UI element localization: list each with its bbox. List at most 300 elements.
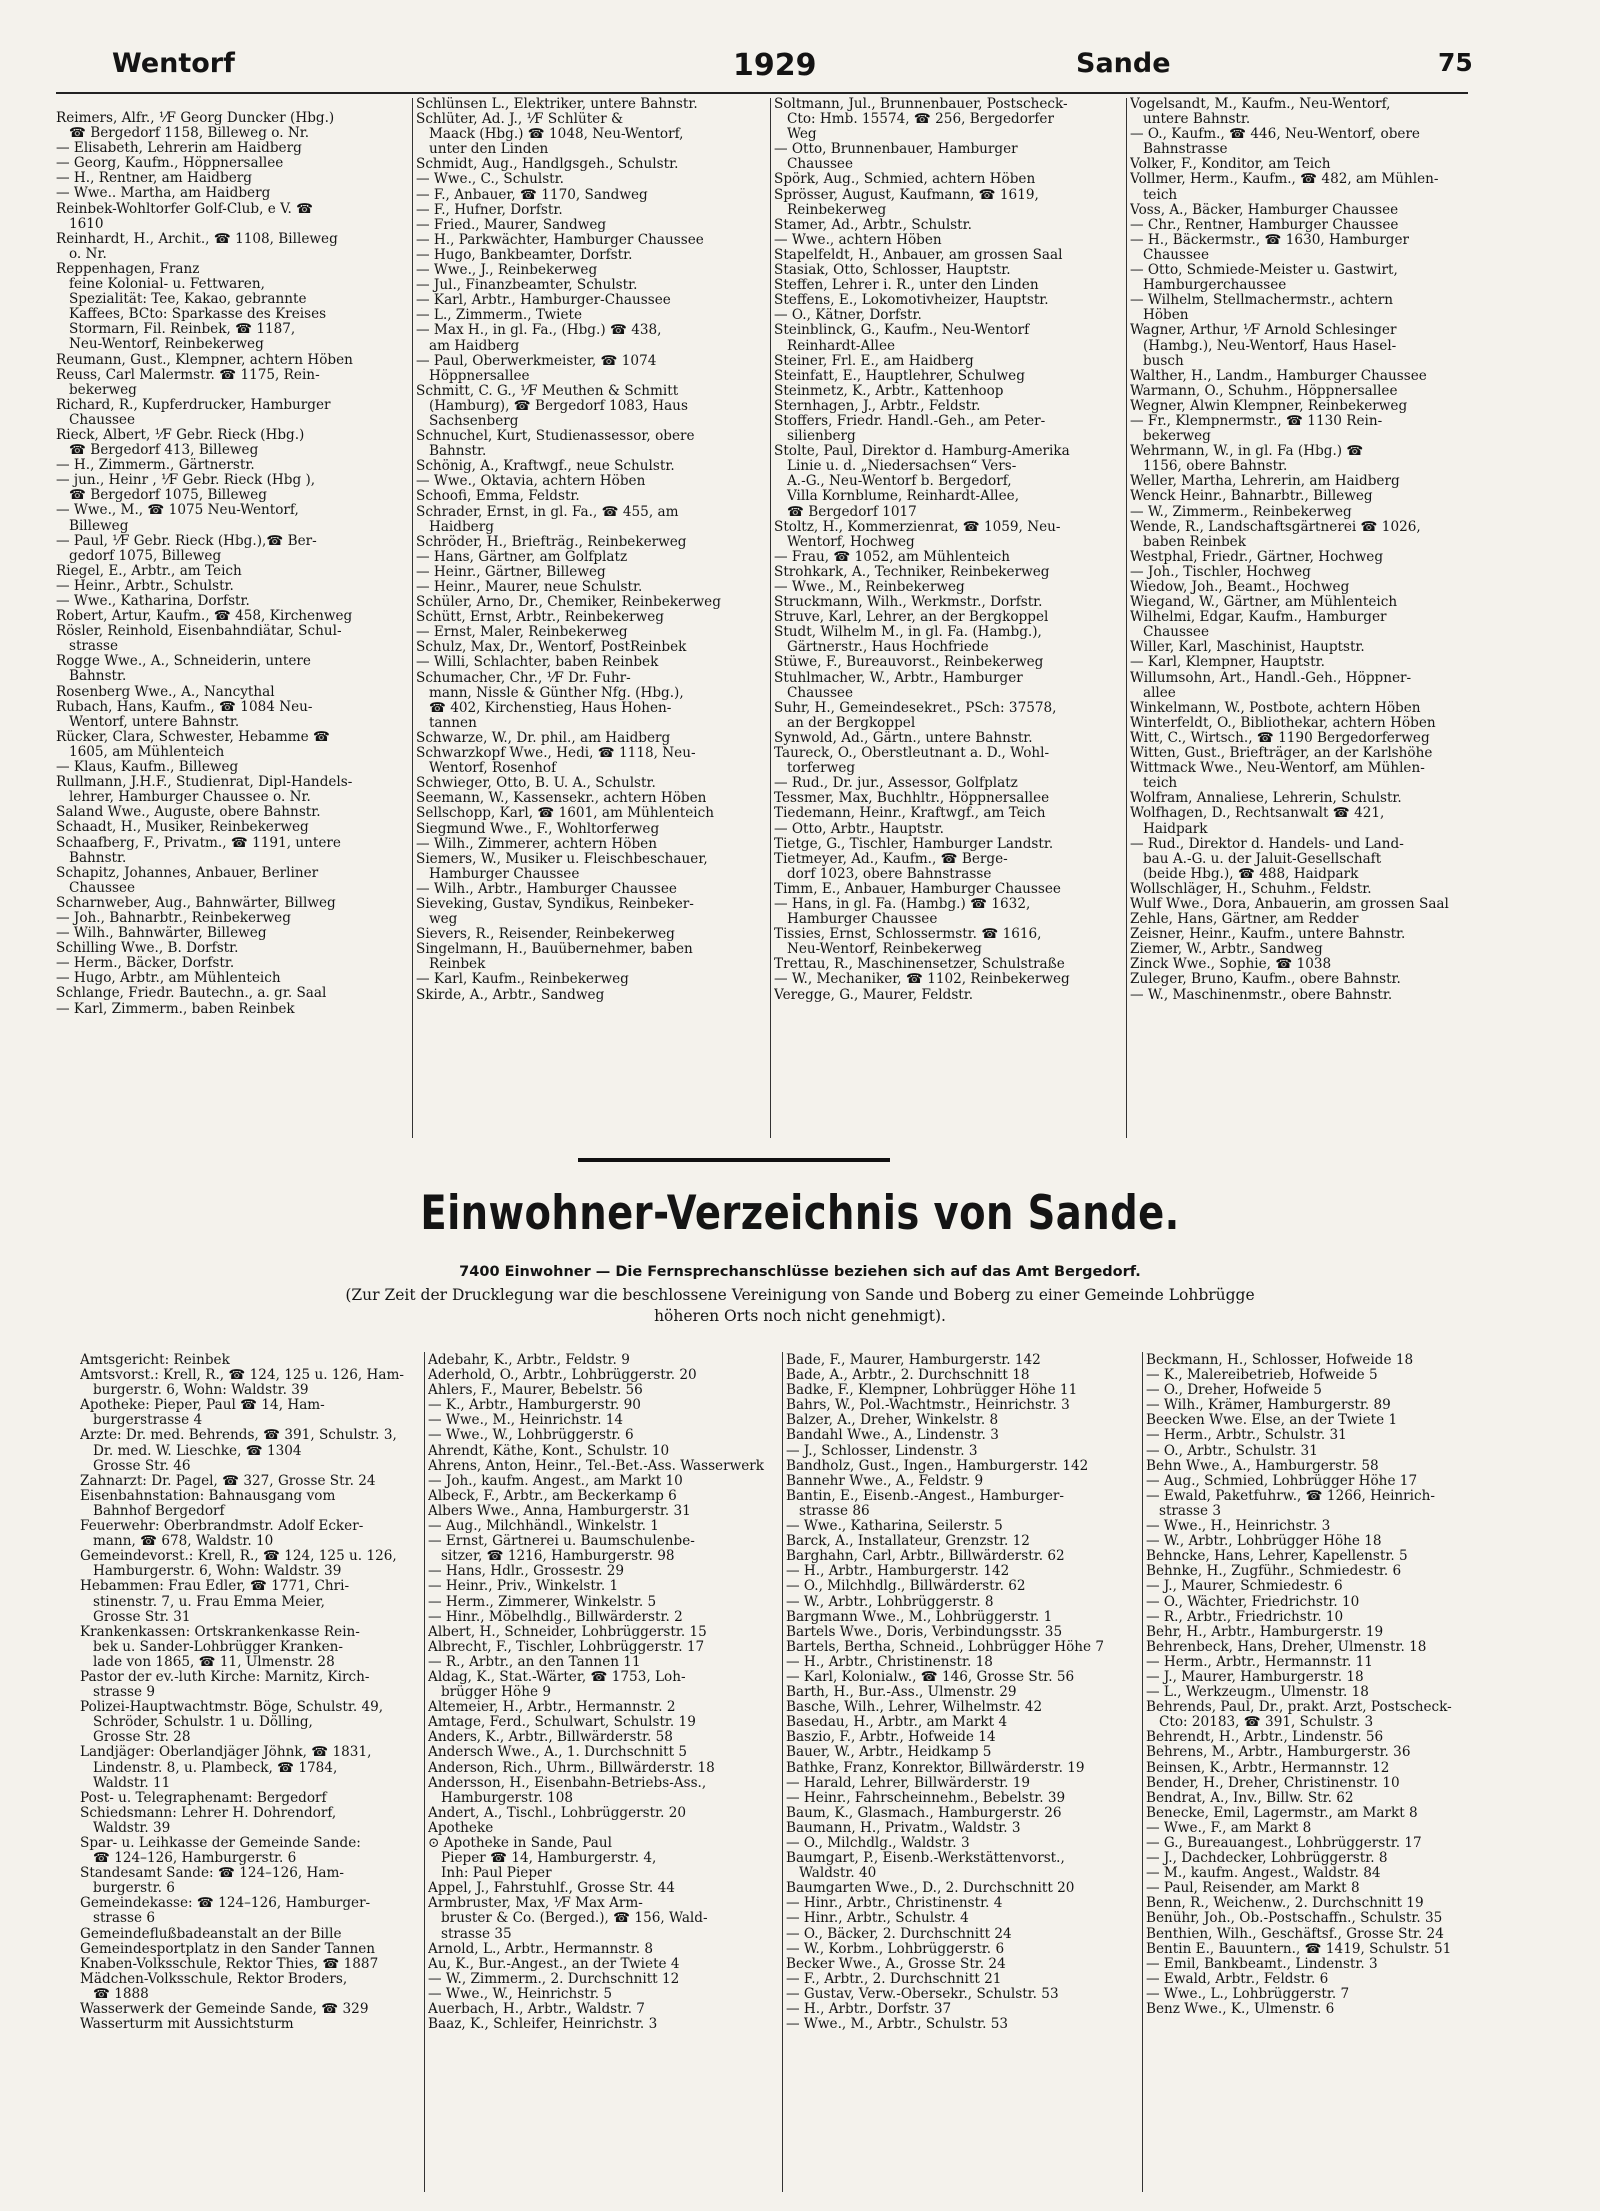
bottom-column-2 [428, 1353, 782, 2032]
directory-entry-line: — W., Zimmerm., 2. Durchschnitt 12 [428, 1971, 680, 1987]
directory-entry-line: Tissies, Ernst, Schlossermstr. ☎ 1616, [774, 927, 1042, 943]
directory-entry-line: Haidberg [416, 519, 494, 535]
directory-entry-line: — Max H., in gl. Fa., (Hbg.) ☎ 438, [416, 323, 662, 339]
directory-entry-line: 1605, am Mühlenteich [56, 744, 225, 760]
directory-entry-line: Wentorf, Rosenhof [416, 761, 557, 777]
section-subtitle: 7400 Einwohner — Die Fernsprechanschlüsse beziehen sich auf das Amt Bergedorf. [459, 1264, 1141, 1280]
directory-entry-line: Baaz, K., Schleifer, Heinrichstr. 3 [428, 2017, 658, 2033]
directory-entry-line: Höben [1130, 308, 1189, 324]
directory-entry-line: — F., Hufner, Dorfstr. [416, 202, 563, 218]
directory-entry-line: — F., Anbauer, ☎ 1170, Sandweg [416, 187, 648, 203]
directory-entry-line: Vogelsandt, M., Kaufm., Neu-Wentorf, [1130, 97, 1391, 112]
directory-entry-line: Andersch Wwe., A., 1. Durchschnitt 5 [428, 1745, 688, 1761]
directory-entry-line: Reppenhagen, Franz [56, 261, 200, 277]
directory-entry-line: — Heinr., Maurer, neue Schulstr. [416, 580, 643, 595]
directory-entry-line: strasse 6 [80, 1911, 155, 1927]
directory-entry-line: Bendrat, A., Inv., Billw. Str. 62 [1146, 1790, 1354, 1806]
directory-entry-line: — Joh., kaufm. Angest., am Markt 10 [428, 1473, 683, 1489]
directory-entry-line: — W., Arbtr., Lohbrügger Höhe 18 [1146, 1534, 1382, 1550]
directory-entry-line: Spar- u. Leihkasse der Gemeinde Sande: [80, 1836, 361, 1851]
directory-entry-line: Schüler, Arno, Dr., Chemiker, Reinbekerweg [416, 595, 721, 611]
directory-entry-line: — Wilh., Bahnwärter, Billeweg [56, 926, 267, 942]
directory-entry-line: Bandholz, Gust., Ingen., Hamburgerstr. 142 [786, 1458, 1089, 1474]
directory-entry-line: — H., Bäckermstr., ☎ 1630, Hamburger [1130, 232, 1410, 248]
directory-entry-line: Benühr, Joh., Ob.-Postschaffn., Schulstr. 35 [1146, 1911, 1443, 1927]
directory-entry-line: — Heinr., Arbtr., Schulstr. [56, 578, 234, 594]
directory-entry-line: Hamburgerchaussee [1130, 278, 1287, 294]
directory-entry-line: Stasiak, Otto, Schlosser, Hauptstr. [774, 263, 1011, 279]
directory-entry-line: Hebammen: Frau Edler, ☎ 1771, Chri- [80, 1579, 350, 1595]
directory-entry-line: — Wwe., L., Lohbrüggerstr. 7 [1146, 1986, 1350, 2002]
directory-entry-line: — M., kaufm. Angest., Waldstr. 84 [1146, 1866, 1381, 1882]
directory-entry-line: — Wwe., M., Reinbekerweg [774, 580, 965, 595]
directory-entry-line: — Wwe., W., Lohbrüggerstr. 6 [428, 1428, 634, 1444]
directory-entry-line: Chaussee [56, 412, 136, 428]
directory-entry-line: — H., Zimmerm., Gärtnerstr. [56, 458, 255, 474]
directory-entry-line: Willer, Karl, Maschinist, Hauptstr. [1130, 640, 1365, 656]
directory-entry-line: Polizei-Hauptwachtmstr. Böge, Schulstr. 49, [80, 1700, 384, 1716]
directory-entry-line: Grosse Str. 28 [80, 1730, 191, 1746]
directory-entry-line: gedorf 1075, Billeweg [56, 548, 222, 564]
directory-entry-line: Reuss, Carl Malermstr. ☎ 1175, Rein- [56, 367, 320, 383]
directory-entry-line: Gärtnerstr., Haus Hochfriede [774, 640, 989, 656]
directory-entry-line: — Karl, Zimmerm., baben Reinbek [56, 1001, 295, 1017]
directory-entry-line: bek u. Sander-Lohbrügger Kranken- [80, 1639, 344, 1655]
directory-entry-line: teich [1130, 187, 1178, 203]
directory-entry-line: Eisenbahnstation: Bahnausgang vom [80, 1488, 336, 1504]
directory-entry-line: ☎ Bergedorf 1075, Billeweg [56, 488, 267, 504]
directory-entry-line: ☎ 124–126, Hamburgerstr. 6 [80, 1851, 297, 1867]
directory-entry-line: silienberg [774, 429, 856, 445]
directory-entry-line: Ziemer, W., Arbtr., Sandweg [1130, 942, 1323, 958]
directory-entry-line: Zuleger, Bruno, Kaufm., obere Bahnstr. [1130, 972, 1401, 988]
directory-entry-line: strasse 9 [80, 1685, 155, 1701]
bottom-column-1 [80, 1353, 418, 2032]
directory-entry-line: Richard, R., Kupferdrucker, Hamburger [56, 397, 331, 413]
directory-entry-line: — Otto, Schmiede-Meister u. Gastwirt, [1130, 263, 1398, 279]
directory-entry-line: Weller, Martha, Lehrerin, am Haidberg [1130, 474, 1400, 490]
directory-entry-line: Stüwe, F., Bureauvorst., Reinbekerweg [774, 655, 1044, 671]
directory-entry-line: Bahrs, W., Pol.-Wachtmstr., Heinrichstr. 3 [786, 1398, 1070, 1414]
directory-entry-line: Schwarzkopf Wwe., Hedi, ☎ 1118, Neu- [416, 746, 696, 762]
directory-entry-line: Steinblinck, G., Kaufm., Neu-Wentorf [774, 323, 1030, 339]
directory-entry-line: burgerstr. 6 [80, 1881, 175, 1897]
directory-entry-line: bau A.-G. u. der Jaluit-Gesellschaft [1130, 851, 1382, 867]
directory-entry-line: Bargmann Wwe., M., Lohbrüggerstr. 1 [786, 1609, 1053, 1625]
directory-entry-line: Behr, H., Arbtr., Hamburgerstr. 19 [1146, 1624, 1384, 1640]
directory-entry-line: Suhr, H., Gemeindesekret., PSch: 37578, [774, 700, 1057, 716]
section-divider-bar [578, 1158, 890, 1162]
column-divider [424, 1352, 425, 2192]
directory-entry-line: Wittmack Wwe., Neu-Wentorf, am Mühlen- [1130, 761, 1425, 777]
directory-entry-line: — Paul, Reisender, am Markt 8 [1146, 1881, 1360, 1897]
directory-entry-line: Witten, Gust., Briefträger, an der Karlshöhe [1130, 746, 1433, 762]
directory-entry-line: Schnuchel, Kurt, Studienassessor, obere [416, 429, 695, 445]
directory-entry-line: weg [416, 912, 458, 928]
directory-entry-line: — Ernst, Maler, Reinbekerweg [416, 625, 628, 641]
directory-entry-line: Neu-Wentorf, Reinbekerweg [56, 337, 264, 353]
directory-entry-line: Schilling Wwe., B. Dorfstr. [56, 941, 239, 957]
directory-entry-line: Landjäger: Oberlandjäger Jöhnk, ☎ 1831, [80, 1745, 372, 1761]
top-column-4 [1130, 97, 1468, 1003]
directory-entry-line: Armbruster, Max, ⅟F Max Arm- [428, 1896, 643, 1912]
directory-entry-line: Chaussee [56, 880, 136, 896]
directory-entry-line: — Karl, Kaufm., Reinbekerweg [416, 972, 629, 988]
directory-entry-line: burgerstr. 6, Wohn: Waldstr. 39 [80, 1383, 309, 1399]
directory-entry-line: — K., Arbtr., Hamburgerstr. 90 [428, 1398, 641, 1414]
bottom-column-3 [786, 1353, 1140, 2032]
directory-entry-line: — Wilhelm, Stellmachermstr., achtern [1130, 293, 1393, 309]
directory-entry-line: Anderson, Rich., Uhrm., Billwärderstr. 18 [428, 1760, 715, 1776]
directory-entry-line: baben Reinbek [1130, 534, 1246, 550]
directory-entry-line: Bahnstrasse [1130, 142, 1228, 158]
directory-entry-line: Wolfhagen, D., Rechtsanwalt ☎ 421, [1130, 806, 1385, 822]
directory-entry-line: unter den Linden [416, 142, 549, 158]
directory-entry-line: Schütt, Ernst, Arbtr., Reinbekerweg [416, 610, 664, 626]
directory-entry-line: — Heinr., Priv., Winkelstr. 1 [428, 1579, 619, 1595]
directory-entry-line: Basche, Wilh., Lehrer, Wilhelmstr. 42 [786, 1700, 1043, 1716]
directory-entry-line: mann, Nissle & Günther Nfg. (Hbg.), [416, 685, 684, 701]
directory-entry-line: Steiner, Frl. E., am Haidberg [774, 353, 974, 369]
directory-entry-line: Schlünsen L., Elektriker, untere Bahnstr. [416, 97, 698, 112]
directory-entry-line: Appel, J., Fahrstuhlf., Grosse Str. 44 [428, 1881, 675, 1897]
directory-entry-line: Warmann, O., Schuhm., Höppnersallee [1130, 383, 1398, 399]
directory-entry-line: Baumann, H., Privatm., Waldstr. 3 [786, 1820, 1021, 1836]
directory-entry-line: Spezialität: Tee, Kakao, gebrannte [56, 292, 307, 308]
directory-entry-line: Bender, H., Dreher, Christinenstr. 10 [1146, 1775, 1400, 1791]
directory-entry-line: Schapitz, Johannes, Anbauer, Berliner [56, 865, 319, 881]
directory-entry-line: Grosse Str. 46 [80, 1458, 191, 1474]
directory-entry-line: — Paul, ⅟F Gebr. Rieck (Hbg.),☎ Ber- [56, 533, 317, 549]
directory-entry-line: Balzer, A., Dreher, Winkelstr. 8 [786, 1413, 999, 1429]
directory-entry-line: — Herm., Bäcker, Dorfstr. [56, 956, 235, 972]
directory-entry-line: — L., Zimmerm., Twiete [416, 308, 582, 324]
directory-entry-line: Waldstr. 40 [786, 1866, 877, 1882]
directory-entry-line: Beinsen, K., Arbtr., Hermannstr. 12 [1146, 1760, 1390, 1776]
directory-entry-line: Wegner, Alwin Klempner, Reinbekerweg [1130, 398, 1408, 414]
column-divider [782, 1352, 783, 2192]
directory-entry-line: — Chr., Rentner, Hamburger Chaussee [1130, 217, 1399, 233]
directory-entry-line: Altemeier, H., Arbtr., Hermannstr. 2 [428, 1700, 676, 1716]
directory-entry-line: o. Nr. [56, 246, 107, 262]
directory-entry-line: Schmidt, Aug., Handlgsgeh., Schulstr. [416, 157, 679, 173]
directory-entry-line: Wentorf, Hochweg [774, 534, 915, 550]
directory-entry-line: Amtsgericht: Reinbek [80, 1353, 230, 1368]
directory-entry-line: — Hinr., Möbelhdlg., Billwärderstr. 2 [428, 1609, 683, 1625]
directory-entry-line: — O., Milchhdlg., Billwärderstr. 62 [786, 1579, 1026, 1595]
directory-entry-line: Studt, Wilhelm M., in gl. Fa. (Hambg.), [774, 625, 1042, 641]
directory-entry-line: torferweg [774, 761, 856, 777]
directory-entry-line: Reinbekerweg [774, 202, 887, 218]
directory-entry-line: Wolfram, Annaliese, Lehrerin, Schulstr. [1130, 791, 1402, 807]
directory-entry-line: lehrer, Hamburger Chaussee o. Nr. [56, 790, 311, 806]
directory-entry-line: Sieveking, Gustav, Syndikus, Reinbeker- [416, 896, 694, 912]
directory-entry-line: Bahnstr. [416, 444, 487, 460]
directory-entry-line: Scharnweber, Aug., Bahnwärter, Billweg [56, 895, 336, 911]
directory-entry-line: — Hans, Hdlr., Grossestr. 29 [428, 1564, 625, 1580]
directory-entry-line: — W., Korbm., Lohbrüggerstr. 6 [786, 1941, 1005, 1957]
directory-entry-line: Schiedsmann: Lehrer H. Dohrendorf, [80, 1805, 337, 1821]
directory-entry-line: Reinbek [416, 957, 486, 973]
directory-entry-line: strasse 3 [1146, 1503, 1221, 1519]
directory-entry-line: Baszio, F., Arbtr., Hofweide 14 [786, 1730, 996, 1746]
directory-entry-line: — Hinr., Arbtr., Christinenstr. 4 [786, 1896, 1003, 1912]
directory-entry-line: Badke, F., Klempner, Lohbrügger Höhe 11 [786, 1383, 1078, 1399]
directory-entry-line: Stoffers, Friedr. Handl.-Geh., am Peter- [774, 413, 1046, 429]
directory-entry-line: Taureck, O., Oberstleutnant a. D., Wohl- [774, 746, 1050, 762]
directory-entry-line: — Wwe., W., Heinrichstr. 5 [428, 1986, 613, 2002]
directory-entry-line: — Fried., Maurer, Sandweg [416, 217, 607, 233]
directory-entry-line: — H., Arbtr., Dorfstr. 37 [786, 2002, 952, 2018]
directory-entry-line: Rosenberg Wwe., A., Nancythal [56, 684, 275, 700]
directory-entry-line: Chaussee [1130, 247, 1210, 263]
directory-entry-line: bekerweg [1130, 429, 1211, 445]
directory-entry-line: — Emil, Bankbeamt., Lindenstr. 3 [1146, 1956, 1378, 1972]
directory-entry-line: Behrends, Paul, Dr., prakt. Arzt, Postscheck- [1146, 1700, 1452, 1716]
directory-entry-line: bruster & Co. (Berged.), ☎ 156, Wald- [428, 1911, 708, 1927]
directory-entry-line: Bentin E., Bauuntern., ☎ 1419, Schulstr. 51 [1146, 1941, 1452, 1957]
header-year: 1929 [733, 48, 817, 83]
directory-entry-line: Voss, A., Bäcker, Hamburger Chaussee [1130, 202, 1399, 218]
directory-entry-line: — G., Bureauangest., Lohbrüggerstr. 17 [1146, 1836, 1422, 1851]
directory-entry-line: — Karl, Arbtr., Hamburger-Chaussee [416, 293, 671, 309]
directory-entry-line: Baumgarten Wwe., D., 2. Durchschnitt 20 [786, 1881, 1075, 1897]
directory-entry-line: Wehrmann, W., in gl. Fa (Hbg.) ☎ [1130, 444, 1364, 460]
directory-entry-line: Tietmeyer, Ad., Kaufm., ☎ Berge- [774, 851, 1008, 867]
directory-entry-line: (Hamburg), ☎ Bergedorf 1083, Haus [416, 398, 688, 414]
directory-entry-line: Schlange, Friedr. Bautechn., a. gr. Saal [56, 986, 327, 1002]
directory-entry-line: Trettau, R., Maschinensetzer, Schulstraße [774, 957, 1065, 973]
directory-entry-line: Pieper ☎ 14, Hamburgerstr. 4, [428, 1851, 657, 1867]
directory-entry-line: Synwold, Ad., Gärtn., untere Bahnstr. [774, 730, 1033, 746]
section-note [0, 1285, 1600, 1327]
directory-entry-line: — Wwe.. Martha, am Haidberg [56, 186, 271, 202]
directory-entry-line: — O., Milchdlg., Waldstr. 3 [786, 1836, 970, 1851]
directory-entry-line: sitzer, ☎ 1216, Hamburgerstr. 98 [428, 1549, 675, 1565]
directory-entry-line: Benz Wwe., K., Ulmenstr. 6 [1146, 2002, 1335, 2018]
directory-entry-line: Pastor der ev.-luth Kirche: Marnitz, Kirch- [80, 1669, 370, 1685]
directory-entry-line: — Wwe., C., Schulstr. [416, 172, 564, 188]
directory-entry-line: busch [1130, 353, 1184, 369]
directory-entry-line: — Klaus, Kaufm., Billeweg [56, 760, 239, 776]
directory-entry-line: Struve, Karl, Lehrer, an der Bergkoppel [774, 610, 1049, 626]
directory-entry-line: lade von 1865, ☎ 11, Ulmenstr. 28 [80, 1654, 335, 1670]
directory-entry-line: bekerweg [56, 382, 137, 398]
directory-entry-line: — Georg, Kaufm., Höppnersallee [56, 156, 284, 172]
page-number: 75 [1438, 48, 1473, 77]
directory-entry-line: Bahnstr. [56, 669, 127, 685]
directory-entry-line: Bauer, W., Arbtr., Heidkamp 5 [786, 1745, 992, 1761]
directory-entry-line: Post- u. Telegraphenamt: Bergedorf [80, 1790, 327, 1806]
directory-entry-line: Weg [774, 127, 817, 143]
directory-entry-line: Andert, A., Tischl., Lohbrüggerstr. 20 [428, 1805, 687, 1821]
directory-entry-line: A.-G., Neu-Wentorf b. Bergedorf, [774, 474, 1012, 490]
section-note-line-1: (Zur Zeit der Drucklegung war die beschlossene Vereinigung von Sande und Boberg zu einer Gemeinde Lohbrügge [345, 1286, 1255, 1304]
directory-entry-line: Becker Wwe., A., Grosse Str. 24 [786, 1956, 1006, 1972]
directory-entry-line: — O., Kaufm., ☎ 446, Neu-Wentorf, obere [1130, 127, 1420, 143]
directory-entry-line: Behn Wwe., A., Hamburgerstr. 58 [1146, 1458, 1379, 1474]
directory-entry-line: Chaussee [774, 685, 854, 701]
directory-entry-line: Rieck, Albert, ⅟F Gebr. Rieck (Hbg.) [56, 427, 305, 443]
directory-entry-line: am Haidberg [416, 338, 520, 354]
directory-entry-line: Wagner, Arthur, ⅟F Arnold Schlesinger [1130, 323, 1397, 339]
directory-entry-line: Spörk, Aug., Schmied, achtern Höben [774, 172, 1036, 188]
directory-entry-line: Volker, F., Konditor, am Teich [1130, 157, 1331, 173]
directory-entry-line: — O., Dreher, Hofweide 5 [1146, 1383, 1322, 1399]
directory-entry-line: Stapelfeldt, H., Anbauer, am grossen Saal [774, 247, 1063, 263]
directory-entry-line: Winkelmann, W., Postbote, achtern Höben [1130, 700, 1421, 716]
directory-entry-line: Bantin, E., Eisenb.-Angest., Hamburger- [786, 1488, 1064, 1504]
directory-entry-line: Wilhelmi, Edgar, Kaufm., Hamburger [1130, 610, 1387, 626]
directory-entry-line: Behncke, Hans, Lehrer, Kapellenstr. 5 [1146, 1549, 1408, 1565]
directory-entry-line: Gemeindekasse: ☎ 124–126, Hamburger- [80, 1896, 371, 1912]
directory-entry-line: Struckmann, Wilh., Werkmstr., Dorfstr. [774, 595, 1043, 611]
directory-entry-line: Sternhagen, J., Arbtr., Feldstr. [774, 398, 981, 414]
running-head [0, 0, 1600, 90]
directory-entry-line: Wentorf, untere Bahnstr. [56, 714, 240, 730]
directory-entry-line: Schröder, Schulstr. 1 u. Dölling, [80, 1715, 313, 1731]
directory-entry-line: Vollmer, Herm., Kaufm., ☎ 482, am Mühlen- [1130, 172, 1439, 188]
directory-entry-line: Zehle, Hans, Gärtner, am Redder [1130, 912, 1359, 928]
directory-entry-line: Schaafberg, F., Privatm., ☎ 1191, untere [56, 835, 341, 851]
section-note-line-2: höheren Orts noch nicht genehmigt). [654, 1307, 946, 1325]
directory-entry-line: Schönig, A., Kraftwgf., neue Schulstr. [416, 459, 675, 475]
directory-entry-line: Arnold, L., Arbtr., Hermannstr. 8 [428, 1941, 654, 1957]
directory-entry-line: Sievers, R., Reisender, Reinbekerweg [416, 927, 675, 943]
directory-entry-line: Steffen, Lehrer i. R., unter den Linden [774, 278, 1039, 294]
directory-entry-line: Schulz, Max, Dr., Wentorf, PostReinbek [416, 640, 687, 656]
directory-entry-line: — H., Arbtr., Christinenstr. 18 [786, 1654, 993, 1670]
directory-entry-line: Steffens, E., Lokomotivheizer, Hauptstr. [774, 293, 1049, 309]
directory-entry-line: Winterfeldt, O., Bibliothekar, achtern Höben [1130, 715, 1436, 731]
directory-entry-line: — Fr., Klempnermstr., ☎ 1130 Rein- [1130, 413, 1383, 429]
directory-entry-line: Beckmann, H., Schlosser, Hofweide 18 [1146, 1353, 1414, 1368]
directory-entry-line: Bartels, Bertha, Schneid., Lohbrügger Höhe 7 [786, 1639, 1105, 1655]
directory-entry-line: Zeisner, Heinr., Kaufm., untere Bahnstr. [1130, 927, 1406, 943]
directory-entry-line: Bartels Wwe., Doris, Verbindungsstr. 35 [786, 1624, 1063, 1640]
directory-entry-line: Behnke, H., Zugführ., Schmiedestr. 6 [1146, 1564, 1402, 1580]
directory-entry-line: ☎ Bergedorf 1017 [774, 504, 917, 520]
top-column-1 [56, 111, 408, 1017]
directory-entry-line: Zahnarzt: Dr. Pagel, ☎ 327, Grosse Str. 24 [80, 1473, 376, 1489]
directory-entry-line: — R., Arbtr., Friedrichstr. 10 [1146, 1609, 1344, 1625]
directory-entry-line: Linie u. d. „Niedersachsen“ Vers- [774, 459, 1017, 475]
directory-entry-line: — Frau, ☎ 1052, am Mühlenteich [774, 549, 1010, 565]
column-divider [1126, 98, 1127, 1138]
directory-entry-line: Rücker, Clara, Schwester, Hebamme ☎ [56, 729, 330, 745]
directory-entry-line: Walther, H., Landm., Hamburger Chaussee [1130, 368, 1427, 384]
directory-entry-line: Schrader, Ernst, in gl. Fa., ☎ 455, am [416, 504, 679, 520]
directory-entry-line: — Karl, Klempner, Hauptstr. [1130, 655, 1325, 671]
directory-entry-line: — Herm., Zimmerer, Winkelstr. 5 [428, 1594, 657, 1610]
directory-entry-line: Stuhlmacher, W., Arbtr., Hamburger [774, 670, 1023, 686]
directory-entry-line: — jun., Heinr , ⅟F Gebr. Rieck (Hbg ), [56, 473, 316, 489]
directory-entry-line: strasse 86 [786, 1503, 870, 1519]
directory-entry-line: Gemeindeflußbadeanstalt an der Bille [80, 1926, 342, 1942]
directory-entry-line: — Heinr., Gärtner, Billeweg [416, 564, 606, 580]
directory-entry-line: — Wwe., M., Arbtr., Schulstr. 53 [786, 2017, 1009, 2033]
directory-entry-line: Aldag, K., Stat.-Wärter, ☎ 1753, Loh- [428, 1669, 686, 1685]
column-divider [770, 98, 771, 1138]
directory-entry-line: Stamer, Ad., Arbtr., Schulstr. [774, 217, 972, 233]
directory-entry-line: Reinhardt-Allee [774, 338, 896, 354]
directory-entry-line: ⊙ Apotheke in Sande, Paul [428, 1836, 613, 1851]
directory-entry-line: Veregge, G., Maurer, Feldstr. [774, 987, 974, 1003]
directory-entry-line: ☎ 1888 [80, 1986, 149, 2002]
directory-entry-line: Haidpark [1130, 821, 1208, 837]
directory-entry-line: Seemann, W., Kassensekr., achtern Höben [416, 791, 707, 807]
directory-entry-line: ☎ Bergedorf 1158, Billeweg o. Nr. [56, 126, 310, 142]
directory-entry-line: Benecke, Emil, Lagermstr., am Markt 8 [1146, 1805, 1418, 1821]
directory-entry-line: — R., Arbtr., an den Tannen 11 [428, 1654, 641, 1670]
directory-entry-line: Anders, K., Arbtr., Billwärderstr. 58 [428, 1730, 673, 1746]
directory-entry-line: Lindenstr. 8, u. Plambeck, ☎ 1784, [80, 1760, 338, 1776]
directory-entry-line: Bade, F., Maurer, Hamburgerstr. 142 [786, 1353, 1041, 1368]
directory-entry-line: — Herm., Arbtr., Hermannstr. 11 [1146, 1654, 1373, 1670]
column-divider [1142, 1352, 1143, 2192]
directory-entry-line: brügger Höhe 9 [428, 1685, 551, 1701]
directory-entry-line: Wollschläger, H., Schuhm., Feldstr. [1130, 881, 1372, 897]
directory-entry-line: Wende, R., Landschaftsgärtnerei ☎ 1026, [1130, 519, 1421, 535]
directory-entry-line: Chaussee [1130, 625, 1210, 641]
directory-entry-line: Siemers, W., Musiker u. Fleischbeschauer, [416, 851, 708, 867]
directory-entry-line: an der Bergkoppel [774, 715, 916, 731]
directory-entry-line: Schumacher, Chr., ⅟F Dr. Fuhr- [416, 670, 631, 686]
directory-entry-line: Soltmann, Jul., Brunnenbauer, Postscheck- [774, 97, 1068, 112]
section-title: Einwohner-Verzeichnis von Sande. [420, 1186, 1180, 1241]
directory-entry-line: Benthien, Wilh., Geschäftsf., Grosse Str. 24 [1146, 1926, 1444, 1942]
directory-entry-line: Bahnstr. [56, 850, 127, 866]
directory-entry-line: — O., Wächter, Friedrichstr. 10 [1146, 1594, 1360, 1610]
directory-entry-line: — H., Parkwächter, Hamburger Chaussee [416, 232, 704, 248]
directory-entry-line: Tessmer, Max, Buchhltr., Höppnersallee [774, 791, 1050, 807]
directory-entry-line: — Wilh., Zimmerer, achtern Höben [416, 836, 657, 852]
directory-entry-line: — Herm., Arbtr., Schulstr. 31 [1146, 1428, 1347, 1444]
directory-entry-line: — Jul., Finanzbeamter, Schulstr. [416, 278, 638, 294]
directory-entry-line: Villa Kornblume, Reinhardt-Allee, [774, 489, 1020, 505]
directory-entry-line: Westphal, Friedr., Gärtner, Hochweg [1130, 549, 1384, 565]
directory-entry-line: strasse [56, 639, 119, 655]
directory-entry-line: Hamburger Chaussee [774, 912, 938, 928]
directory-entry-line: Sachsenberg [416, 413, 519, 429]
directory-entry-line: — Heinr., Fahrscheinnehm., Bebelstr. 39 [786, 1790, 1066, 1806]
directory-entry-line: — W., Arbtr., Lohbrüggerstr. 8 [786, 1594, 994, 1610]
directory-entry-line: Krankenkassen: Ortskrankenkasse Rein- [80, 1624, 360, 1640]
directory-entry-line: Schmitt, C. G., ⅟F Meuthen & Schmitt [416, 383, 679, 399]
directory-entry-line: Behrendt, H., Arbtr., Lindenstr. 56 [1146, 1730, 1384, 1746]
directory-entry-line: Steinmetz, K., Arbtr., Kattenhoop [774, 383, 1004, 399]
directory-entry-line: Hamburgerstr. 6, Wohn: Waldstr. 39 [80, 1564, 342, 1580]
directory-entry-line: strasse 35 [428, 1926, 512, 1942]
directory-entry-line: — Hans, in gl. Fa. (Hambg.) ☎ 1632, [774, 896, 1031, 912]
directory-entry-line: 1156, obere Bahnstr. [1130, 459, 1288, 475]
directory-entry-line: Strohkark, A., Techniker, Reinbekerweg [774, 564, 1050, 580]
directory-entry-line: Hamburgerstr. 108 [428, 1790, 574, 1806]
directory-entry-line: dorf 1023, obere Bahnstrasse [774, 866, 992, 882]
directory-entry-line: — Hugo, Arbtr., am Mühlenteich [56, 971, 281, 987]
directory-entry-line: Gemeindesportplatz in den Sander Tannen [80, 1941, 376, 1957]
directory-entry-line: Waldstr. 39 [80, 1820, 171, 1836]
directory-entry-line: — Aug., Schmied, Lohbrügger Höhe 17 [1146, 1473, 1418, 1489]
directory-entry-line: Apotheke [428, 1820, 494, 1836]
directory-entry-line: — J., Schlosser, Lindenstr. 3 [786, 1443, 978, 1459]
directory-entry-line: — K., Malereibetrieb, Hofweide 5 [1146, 1368, 1378, 1384]
directory-entry-line: Bathke, Franz, Konrektor, Billwärderstr. 19 [786, 1760, 1085, 1776]
directory-entry-line: Reinbek-Wohltorfer Golf-Club, e V. ☎ [56, 201, 314, 217]
directory-entry-line: Hamburger Chaussee [416, 866, 580, 882]
directory-entry-line: — Joh., Tischler, Hochweg [1130, 564, 1311, 580]
directory-entry-line: Schoofi, Emma, Feldstr. [416, 489, 580, 505]
